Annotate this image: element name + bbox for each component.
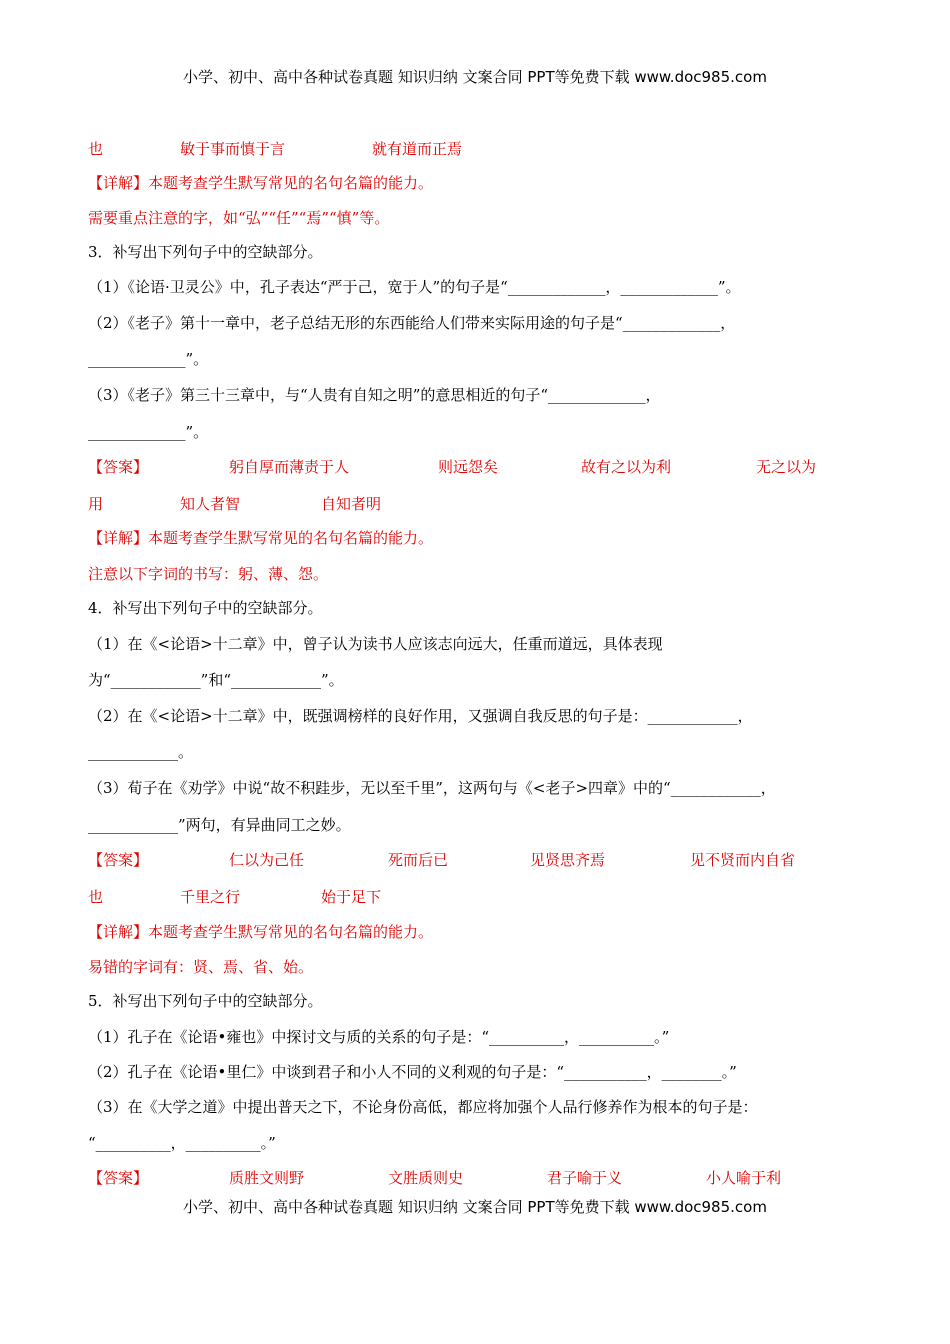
answer-text: 就有道而正焉 [372, 140, 463, 158]
answer-text: 躬自厚而薄责于人 [229, 458, 350, 476]
q4-item: 为“____________”和“____________”。 [88, 671, 344, 689]
answer-text: 见贤思齐焉 [530, 851, 606, 869]
q3-item: （2）《老子》第十一章中，老子总结无形的东西能给人们带来实际用途的句子是“_____________， [88, 314, 736, 332]
q3-item: _____________”。 [88, 423, 209, 441]
q3-detail: 【详解】本题考查学生默写常见的名句名篇的能力。 [88, 529, 434, 547]
answer-text: 也 [88, 140, 104, 158]
q4-item: （3）荀子在《劝学》中说“故不积跬步，无以至千里”，这两句与《<老子>四章》中的“____________， [88, 779, 776, 797]
answer-text: 知人者智 [180, 495, 241, 513]
answer-text: 君子喻于义 [547, 1169, 623, 1187]
q4-title: 4．补写出下列句子中的空缺部分。 [88, 599, 323, 617]
q4-item: ____________”两句，有异曲同工之妙。 [88, 816, 351, 834]
answer-text: 也 [88, 888, 104, 906]
answer-text: 死而后已 [388, 851, 449, 869]
header-banner: 小学、初中、高中各种试卷真题 知识归纳 文案合同 PPT等免费下载 www.doc985.com [183, 68, 767, 86]
answer-text: 则远怨矣 [438, 458, 499, 476]
answer-label: 【答案】 [88, 1169, 149, 1187]
answer-label: 【答案】 [88, 851, 149, 869]
q2-detail: 【详解】本题考查学生默写常见的名句名篇的能力。 [88, 174, 434, 192]
q4-detail: 【详解】本题考查学生默写常见的名句名篇的能力。 [88, 923, 434, 941]
q5-item: “__________，__________。” [88, 1134, 276, 1152]
q5-item: （1）孔子在《论语•雍也》中探讨文与质的关系的句子是：“__________，__________。” [88, 1028, 670, 1046]
q5-item: （2）孔子在《论语•里仁》中谈到君子和小人不同的义利观的句子是：“___________，________。” [88, 1063, 737, 1081]
answer-text: 见不贤而内自省 [690, 851, 796, 869]
q4-item: （1）在《<论语>十二章》中，曾子认为读书人应该志向远大，任重而道远，具体表现 [88, 635, 663, 653]
q3-note: 注意以下字词的书写：躬、薄、怨。 [88, 565, 329, 583]
answer-text: 无之以为 [756, 458, 817, 476]
q3-item: （1）《论语·卫灵公》中，孔子表达“严于己，宽于人”的句子是“_____________，_____________”。 [88, 278, 741, 296]
q5-item: （3）在《大学之道》中提出普天之下，不论身份高低，都应将加强个人品行修养作为根本的句子是： [88, 1098, 758, 1116]
q3-item: （3）《老子》第三十三章中，与“人贵有自知之明”的意思相近的句子“_____________， [88, 386, 661, 404]
answer-text: 千里之行 [180, 888, 241, 906]
q4-note: 易错的字词有：贤、焉、省、始。 [88, 958, 314, 976]
footer-banner: 小学、初中、高中各种试卷真题 知识归纳 文案合同 PPT等免费下载 www.doc985.com [183, 1198, 767, 1216]
q5-title: 5．补写出下列句子中的空缺部分。 [88, 992, 323, 1010]
q4-item: ____________。 [88, 743, 194, 761]
answer-text: 仁以为己任 [229, 851, 305, 869]
answer-label: 【答案】 [88, 458, 149, 476]
answer-text: 用 [88, 495, 104, 513]
answer-text: 敏于事而慎于言 [180, 140, 286, 158]
q3-title: 3．补写出下列句子中的空缺部分。 [88, 243, 323, 261]
q2-note: 需要重点注意的字，如“弘”“任”“焉”“慎”等。 [88, 209, 390, 227]
q4-item: （2）在《<论语>十二章》中，既强调榜样的良好作用，又强调自我反思的句子是：____________， [88, 707, 753, 725]
answer-text: 始于足下 [321, 888, 382, 906]
answer-text: 小人喻于利 [706, 1169, 782, 1187]
answer-text: 自知者明 [321, 495, 382, 513]
q3-item: _____________”。 [88, 350, 209, 368]
answer-text: 质胜文则野 [229, 1169, 305, 1187]
answer-text: 文胜质则史 [388, 1169, 464, 1187]
answer-text: 故有之以为利 [581, 458, 672, 476]
